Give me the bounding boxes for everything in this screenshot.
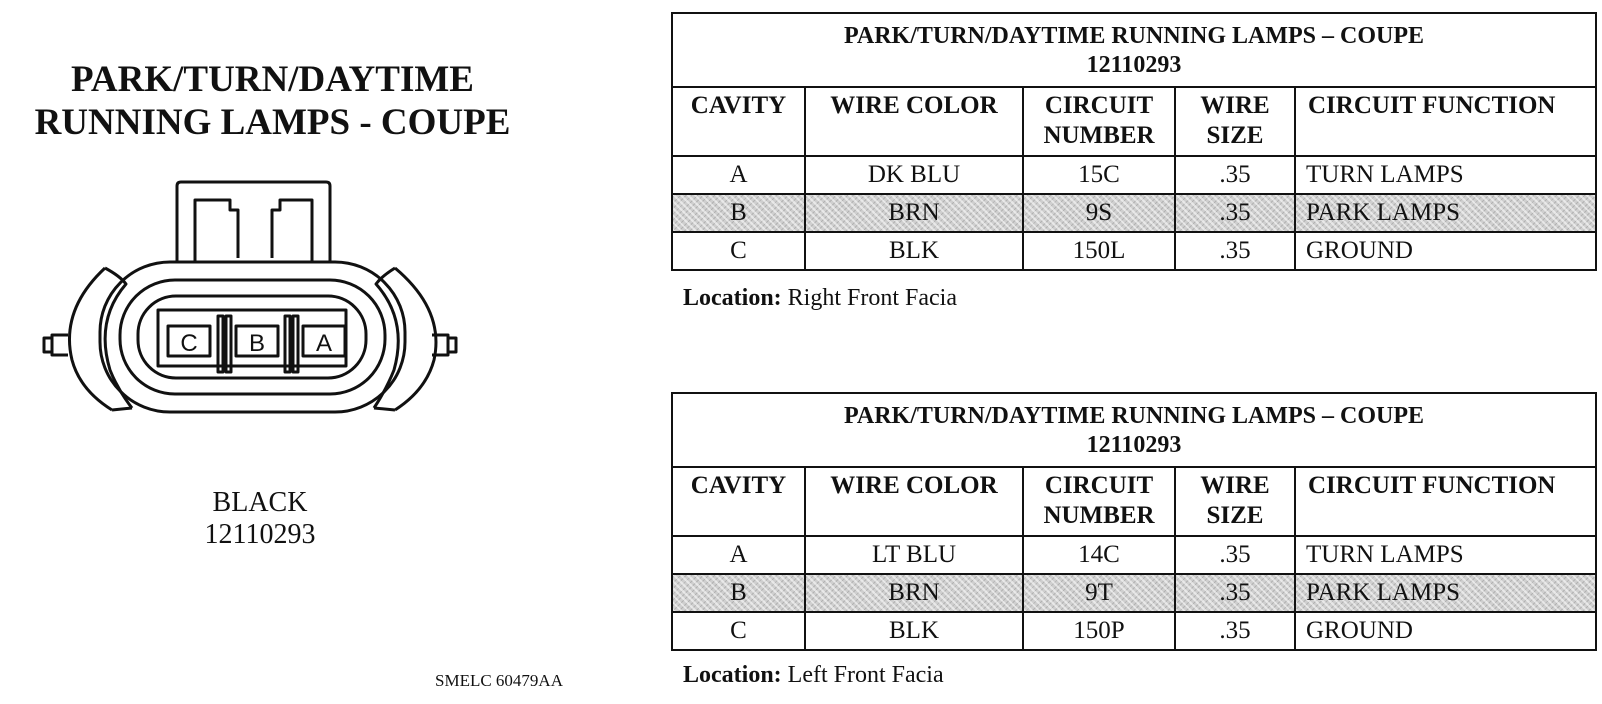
table-row	[672, 612, 1596, 650]
cavity-label-c: C	[180, 330, 198, 357]
cell-cavity: B	[672, 194, 805, 232]
table-header-row	[672, 467, 1596, 536]
cell-circuit: 15C	[1023, 156, 1175, 194]
location-left	[683, 662, 944, 689]
table-row	[672, 232, 1596, 270]
cell-function: GROUND	[1295, 232, 1596, 270]
table-title	[672, 393, 1596, 467]
connector-title-line1: PARK/TURN/DAYTIME	[71, 59, 474, 100]
location-label: Location:	[683, 285, 782, 311]
header-cavity: CAVITY	[672, 87, 805, 156]
cell-function: PARK LAMPS	[1295, 194, 1596, 232]
header-circuit-function: CIRCUIT FUNCTION	[1295, 467, 1596, 536]
connector-table-right	[671, 12, 1597, 271]
header-wire-size: WIRE SIZE	[1175, 467, 1295, 536]
cavity-label-a: A	[315, 330, 333, 357]
table-row	[672, 156, 1596, 194]
connector-table-left	[671, 392, 1597, 651]
location-value: Left Front Facia	[787, 662, 944, 688]
connector-title	[0, 58, 545, 144]
figure-id: SMELC 60479AA	[435, 671, 563, 690]
cell-wire-color: BRN	[805, 194, 1023, 232]
table-header-row	[672, 87, 1596, 156]
cell-circuit: 9S	[1023, 194, 1175, 232]
connector-color: BLACK	[212, 487, 308, 518]
table-row	[672, 536, 1596, 574]
cell-function: GROUND	[1295, 612, 1596, 650]
cell-circuit: 14C	[1023, 536, 1175, 574]
cell-function: TURN LAMPS	[1295, 536, 1596, 574]
cell-circuit: 150L	[1023, 232, 1175, 270]
connector-title-line2: RUNNING LAMPS - COUPE	[34, 102, 511, 143]
cell-cavity: A	[672, 536, 805, 574]
table-part-number: 12110293	[1086, 52, 1182, 78]
cell-cavity: C	[672, 232, 805, 270]
location-right	[683, 285, 957, 312]
cell-wire-color: DK BLU	[805, 156, 1023, 194]
header-wire-size: WIRE SIZE	[1175, 87, 1295, 156]
header-circuit-number: CIRCUIT NUMBER	[1023, 87, 1175, 156]
cell-size: .35	[1175, 574, 1295, 612]
cell-cavity: B	[672, 574, 805, 612]
connector-part-number: 12110293	[204, 519, 316, 550]
cell-circuit: 150P	[1023, 612, 1175, 650]
header-wire-color: WIRE COLOR	[805, 87, 1023, 156]
cell-size: .35	[1175, 156, 1295, 194]
table-title	[672, 13, 1596, 87]
cell-function: PARK LAMPS	[1295, 574, 1596, 612]
connector-diagram	[40, 180, 470, 440]
header-circuit-function: CIRCUIT FUNCTION	[1295, 87, 1596, 156]
cell-wire-color: LT BLU	[805, 536, 1023, 574]
table-title-row	[672, 393, 1596, 467]
header-circuit-number: CIRCUIT NUMBER	[1023, 467, 1175, 536]
cell-cavity: C	[672, 612, 805, 650]
table-title-text: PARK/TURN/DAYTIME RUNNING LAMPS – COUPE	[843, 403, 1425, 429]
location-value: Right Front Facia	[787, 285, 957, 311]
cell-wire-color: BRN	[805, 574, 1023, 612]
cell-size: .35	[1175, 612, 1295, 650]
cell-wire-color: BLK	[805, 612, 1023, 650]
cell-function: TURN LAMPS	[1295, 156, 1596, 194]
location-label: Location:	[683, 662, 782, 688]
cell-size: .35	[1175, 232, 1295, 270]
cell-size: .35	[1175, 536, 1295, 574]
table-title-text: PARK/TURN/DAYTIME RUNNING LAMPS – COUPE	[843, 23, 1425, 49]
table-row	[672, 574, 1596, 612]
cell-cavity: A	[672, 156, 805, 194]
table-part-number: 12110293	[1086, 432, 1182, 458]
header-cavity: CAVITY	[672, 467, 805, 536]
cell-circuit: 9T	[1023, 574, 1175, 612]
cell-size: .35	[1175, 194, 1295, 232]
connector-caption	[140, 487, 380, 551]
cell-wire-color: BLK	[805, 232, 1023, 270]
table-row	[672, 194, 1596, 232]
header-wire-color: WIRE COLOR	[805, 467, 1023, 536]
table-title-row	[672, 13, 1596, 87]
cavity-label-b: B	[248, 330, 266, 357]
